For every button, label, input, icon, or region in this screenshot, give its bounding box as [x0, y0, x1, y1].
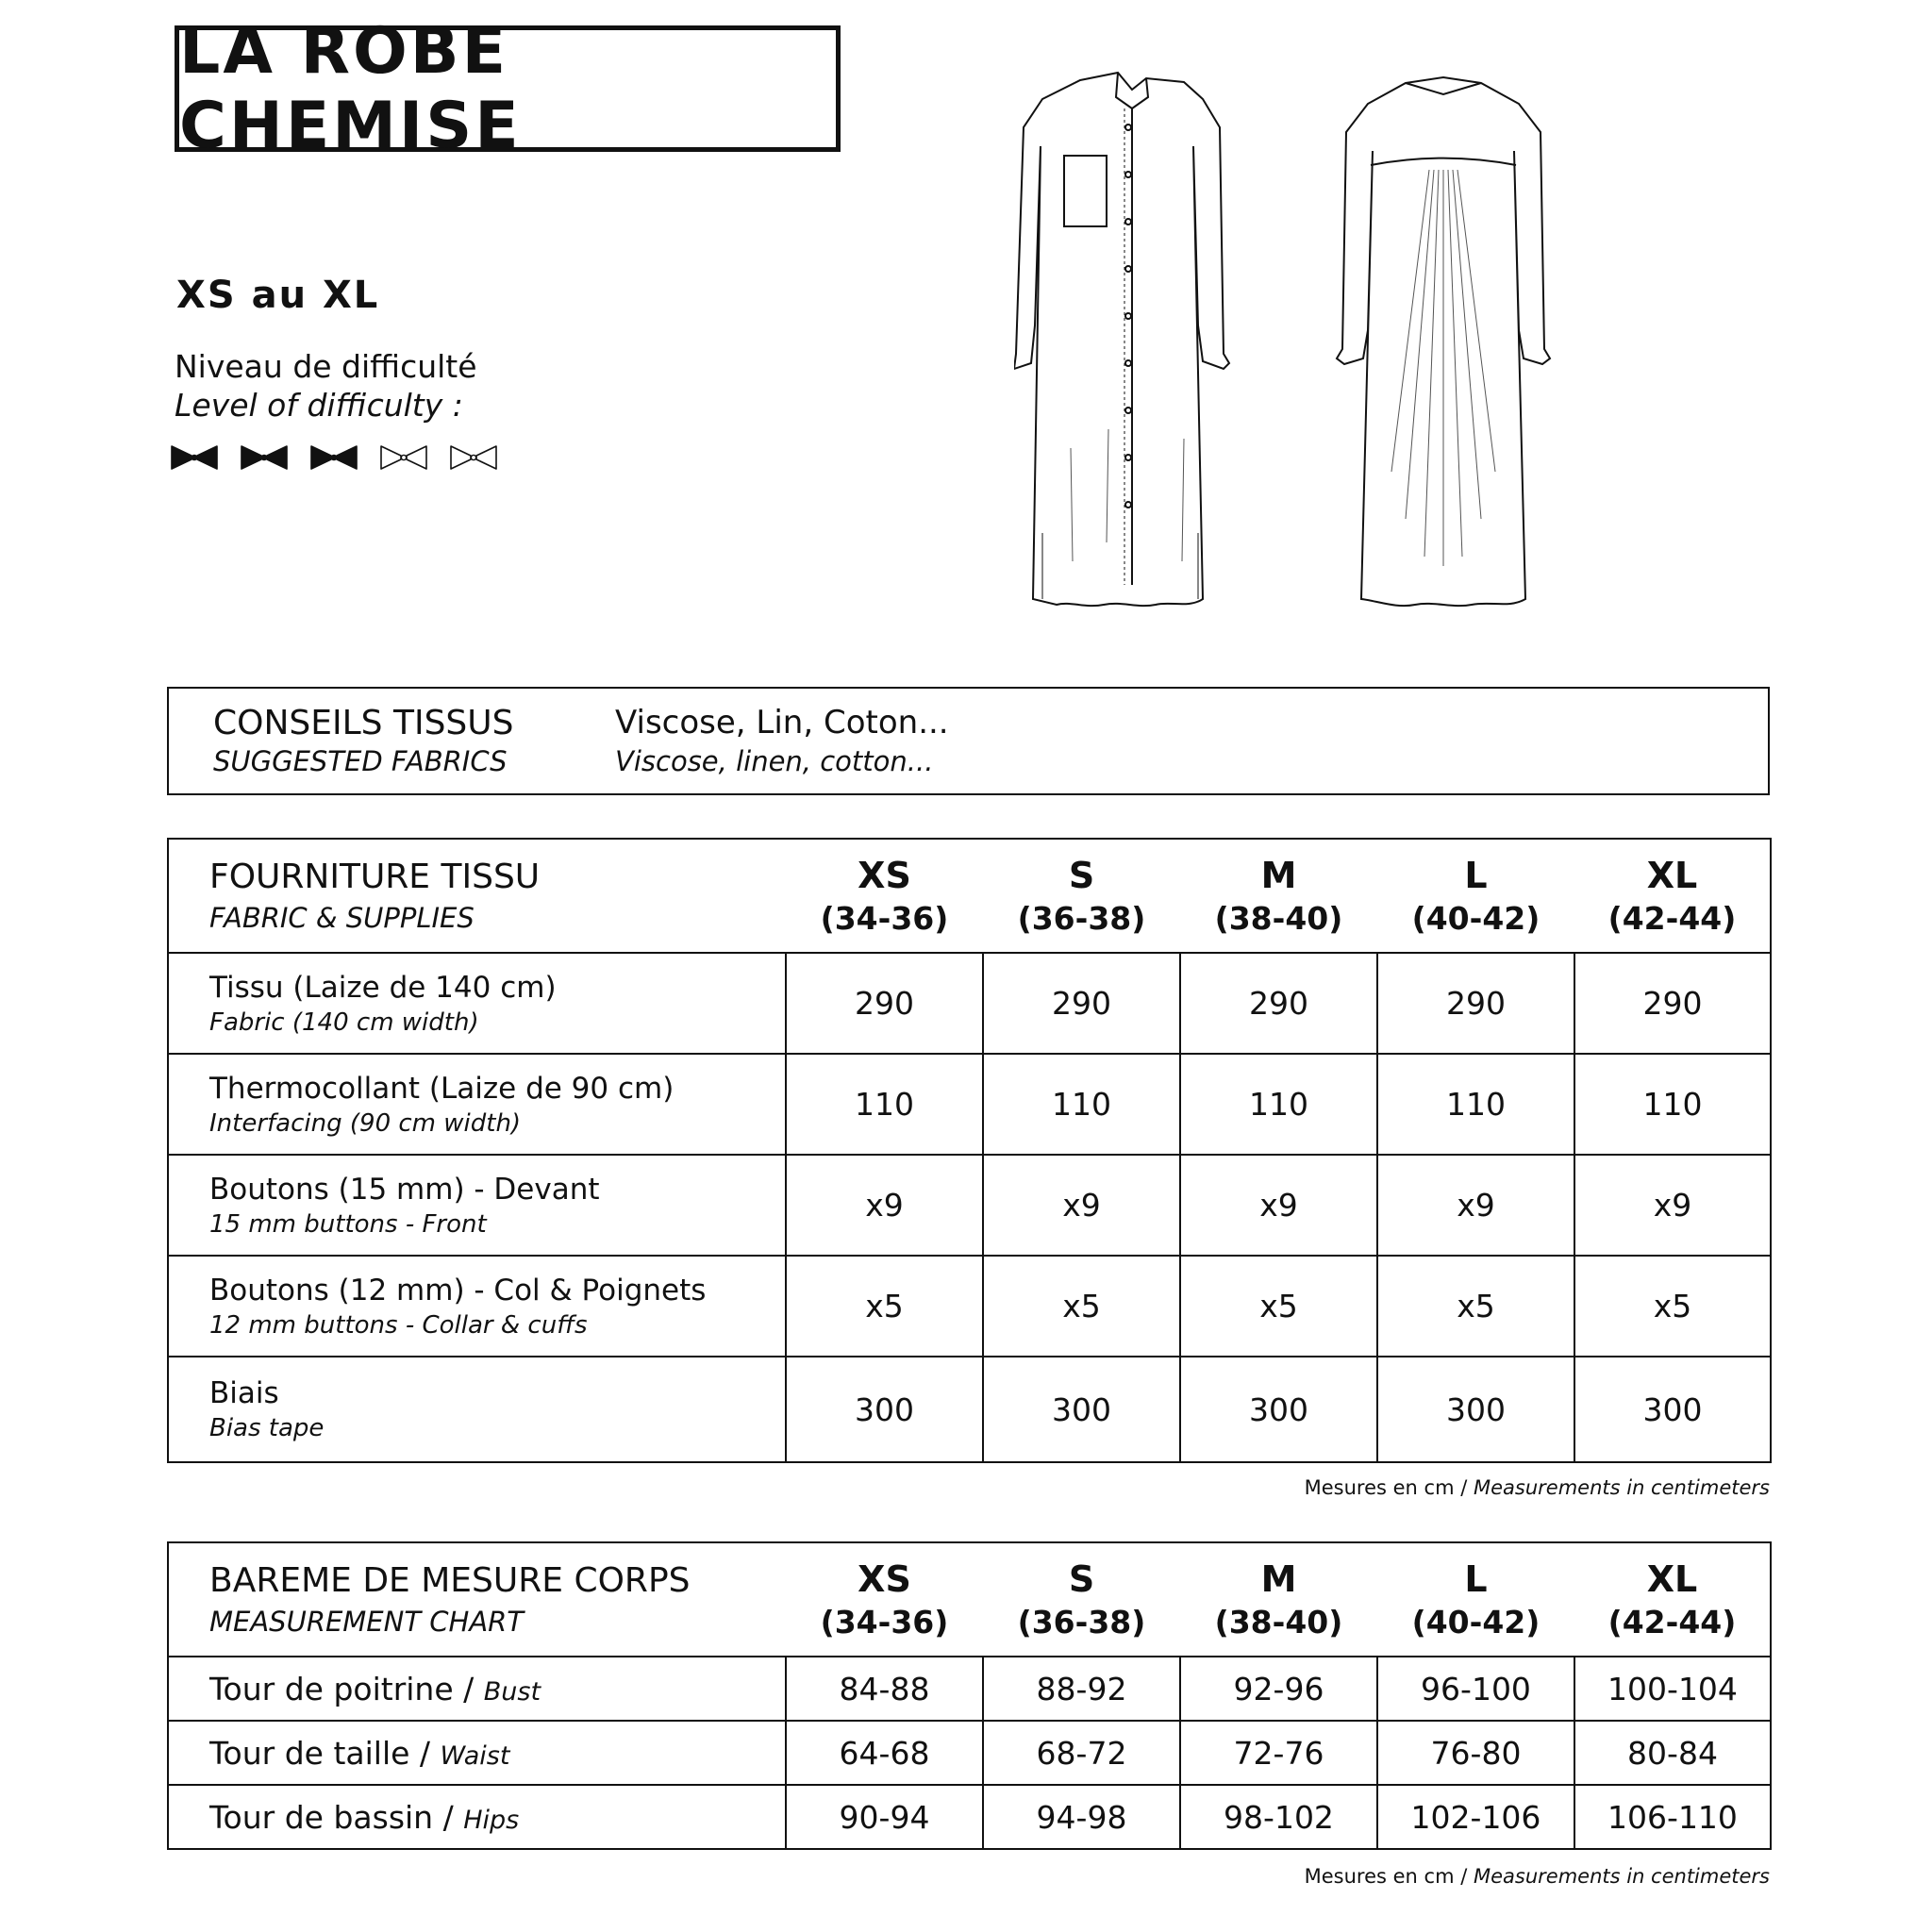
value-cell: x5: [1377, 1256, 1574, 1357]
size-range-label: (38-40): [1214, 900, 1343, 937]
value-cell: 102-106: [1377, 1785, 1574, 1849]
measurement-title-en: MEASUREMENT CHART: [209, 1606, 525, 1638]
suggested-fabrics-box: [167, 687, 1770, 795]
row-label-cell: [168, 1256, 786, 1357]
size-label: L: [1464, 1558, 1488, 1600]
table-row: [168, 1657, 1771, 1721]
value-cell: x5: [1180, 1256, 1377, 1357]
size-header-m: [1180, 839, 1377, 953]
table-row: [168, 1357, 1771, 1462]
value-cell: x5: [786, 1256, 983, 1357]
bow-tie-filled-icon: [309, 443, 358, 472]
fabrics-value-en: Viscose, linen, cotton...: [615, 745, 934, 777]
size-label: L: [1464, 855, 1488, 896]
page-title: LA ROBE CHEMISE: [179, 14, 522, 163]
size-label: XS: [858, 855, 911, 896]
value-cell: x5: [983, 1256, 1180, 1357]
supplies-table: [167, 838, 1772, 1463]
value-cell: 300: [983, 1357, 1180, 1462]
row-label-fr: Thermocollant (Laize de 90 cm): [209, 1071, 675, 1106]
units-note-fr: Mesures en cm /: [1304, 1865, 1468, 1888]
value-cell: 110: [1574, 1054, 1771, 1155]
value-cell: x5: [1574, 1256, 1771, 1357]
measurement-table: [167, 1541, 1772, 1850]
measurement-title-cell: [168, 1542, 786, 1657]
bow-tie-filled-icon: [170, 443, 219, 472]
value-cell: 300: [1574, 1357, 1771, 1462]
bow-tie-outline-icon: [379, 443, 428, 472]
value-cell: 80-84: [1574, 1721, 1771, 1785]
fabrics-value-fr: Viscose, Lin, Coton...: [615, 704, 949, 741]
value-cell: 106-110: [1574, 1785, 1771, 1849]
table-row: [168, 953, 1771, 1054]
size-label: S: [1068, 855, 1095, 896]
table-row: [168, 1155, 1771, 1256]
size-header-l: [1377, 839, 1574, 953]
value-cell: 300: [1377, 1357, 1574, 1462]
size-label: S: [1068, 1558, 1095, 1600]
units-note-en: Measurements in centimeters: [1473, 1476, 1770, 1499]
value-cell: 290: [1574, 953, 1771, 1054]
measurement-units-note: [1305, 1865, 1770, 1888]
size-header-s: [983, 1542, 1180, 1657]
value-cell: 290: [1180, 953, 1377, 1054]
difficulty-label-en: Level of difficulty :: [175, 387, 463, 424]
value-cell: 110: [983, 1054, 1180, 1155]
dress-back-sketch: [1316, 75, 1571, 608]
size-range-label: (36-38): [1017, 900, 1146, 937]
row-label-en: Hips: [463, 1805, 520, 1835]
size-label: XL: [1646, 855, 1698, 896]
size-range-label: (34-36): [820, 1604, 949, 1641]
row-label-cell: [168, 1721, 786, 1785]
measurement-header-row: [168, 1542, 1771, 1657]
value-cell: 110: [1377, 1054, 1574, 1155]
supplies-title-fr: FOURNITURE TISSU: [209, 858, 541, 896]
value-cell: 100-104: [1574, 1657, 1771, 1721]
row-label-en: Bias tape: [209, 1414, 325, 1442]
table-row: [168, 1785, 1771, 1849]
value-cell: 290: [1377, 953, 1574, 1054]
size-range-label: (40-42): [1411, 900, 1541, 937]
size-range-label: (34-36): [820, 900, 949, 937]
measurement-title-fr: BAREME DE MESURE CORPS: [209, 1561, 691, 1600]
value-cell: 98-102: [1180, 1785, 1377, 1849]
size-header-xs: [786, 1542, 983, 1657]
size-range-label: (36-38): [1017, 1604, 1146, 1641]
size-header-m: [1180, 1542, 1377, 1657]
table-row: [168, 1721, 1771, 1785]
units-note-fr: Mesures en cm /: [1304, 1476, 1468, 1499]
row-label-cell: [168, 1357, 786, 1462]
value-cell: 300: [786, 1357, 983, 1462]
row-label-fr: Tour de taille /: [209, 1734, 431, 1772]
value-cell: 88-92: [983, 1657, 1180, 1721]
table-row: [168, 1256, 1771, 1357]
row-label-fr: Tissu (Laize de 140 cm): [209, 970, 557, 1005]
difficulty-label-fr: Niveau de difficulté: [175, 348, 477, 385]
bow-tie-filled-icon: [240, 443, 289, 472]
row-label-cell: [168, 1657, 786, 1721]
size-header-xl: [1574, 839, 1771, 953]
row-label-cell: [168, 1054, 786, 1155]
size-range-label: (40-42): [1411, 1604, 1541, 1641]
value-cell: 300: [1180, 1357, 1377, 1462]
title-box: [175, 14, 841, 163]
difficulty-rating: [170, 443, 498, 472]
size-range: XS au XL: [176, 274, 380, 317]
row-label-en: Waist: [440, 1740, 510, 1771]
supplies-title-en: FABRIC & SUPPLIES: [209, 902, 475, 934]
size-label: M: [1260, 855, 1297, 896]
value-cell: 64-68: [786, 1721, 983, 1785]
value-cell: 72-76: [1180, 1721, 1377, 1785]
size-header-l: [1377, 1542, 1574, 1657]
size-header-xl: [1574, 1542, 1771, 1657]
size-header-s: [983, 839, 1180, 953]
size-label: XL: [1646, 1558, 1698, 1600]
dress-front-sketch: [1014, 71, 1250, 608]
value-cell: 290: [786, 953, 983, 1054]
row-label-cell: [168, 1155, 786, 1256]
value-cell: 96-100: [1377, 1657, 1574, 1721]
value-cell: 90-94: [786, 1785, 983, 1849]
size-header-xs: [786, 839, 983, 953]
value-cell: 68-72: [983, 1721, 1180, 1785]
table-row: [168, 1054, 1771, 1155]
row-label-fr: Biais: [209, 1376, 279, 1410]
supplies-units-note: [1305, 1476, 1770, 1499]
value-cell: x9: [786, 1155, 983, 1256]
bow-tie-outline-icon: [449, 443, 498, 472]
row-label-en: 15 mm buttons - Front: [209, 1209, 487, 1239]
value-cell: x9: [1180, 1155, 1377, 1256]
size-range-label: (38-40): [1214, 1604, 1343, 1641]
row-label-fr: Boutons (12 mm) - Col & Poignets: [209, 1273, 707, 1307]
fabrics-label-en: SUGGESTED FABRICS: [213, 745, 508, 777]
value-cell: 76-80: [1377, 1721, 1574, 1785]
value-cell: 84-88: [786, 1657, 983, 1721]
row-label-fr: Tour de bassin /: [209, 1798, 454, 1836]
supplies-title-cell: [168, 839, 786, 953]
row-label-en: Fabric (140 cm width): [209, 1008, 479, 1037]
row-label-en: 12 mm buttons - Collar & cuffs: [209, 1310, 588, 1340]
row-label-cell: [168, 1785, 786, 1849]
row-label-cell: [168, 953, 786, 1054]
size-label: M: [1260, 1558, 1297, 1600]
fabrics-label-fr: CONSEILS TISSUS: [213, 704, 514, 742]
value-cell: 110: [1180, 1054, 1377, 1155]
supplies-header-row: [168, 839, 1771, 953]
row-label-fr: Tour de poitrine /: [209, 1670, 475, 1707]
row-label-fr: Boutons (15 mm) - Devant: [209, 1172, 600, 1207]
value-cell: x9: [1574, 1155, 1771, 1256]
size-range-label: (42-44): [1607, 1604, 1737, 1641]
value-cell: x9: [1377, 1155, 1574, 1256]
value-cell: 110: [786, 1054, 983, 1155]
value-cell: 290: [983, 953, 1180, 1054]
units-note-en: Measurements in centimeters: [1473, 1865, 1770, 1888]
value-cell: 92-96: [1180, 1657, 1377, 1721]
value-cell: x9: [983, 1155, 1180, 1256]
row-label-en: Interfacing (90 cm width): [209, 1108, 522, 1138]
size-label: XS: [858, 1558, 911, 1600]
row-label-en: Bust: [483, 1676, 541, 1707]
value-cell: 94-98: [983, 1785, 1180, 1849]
size-range-label: (42-44): [1607, 900, 1737, 937]
